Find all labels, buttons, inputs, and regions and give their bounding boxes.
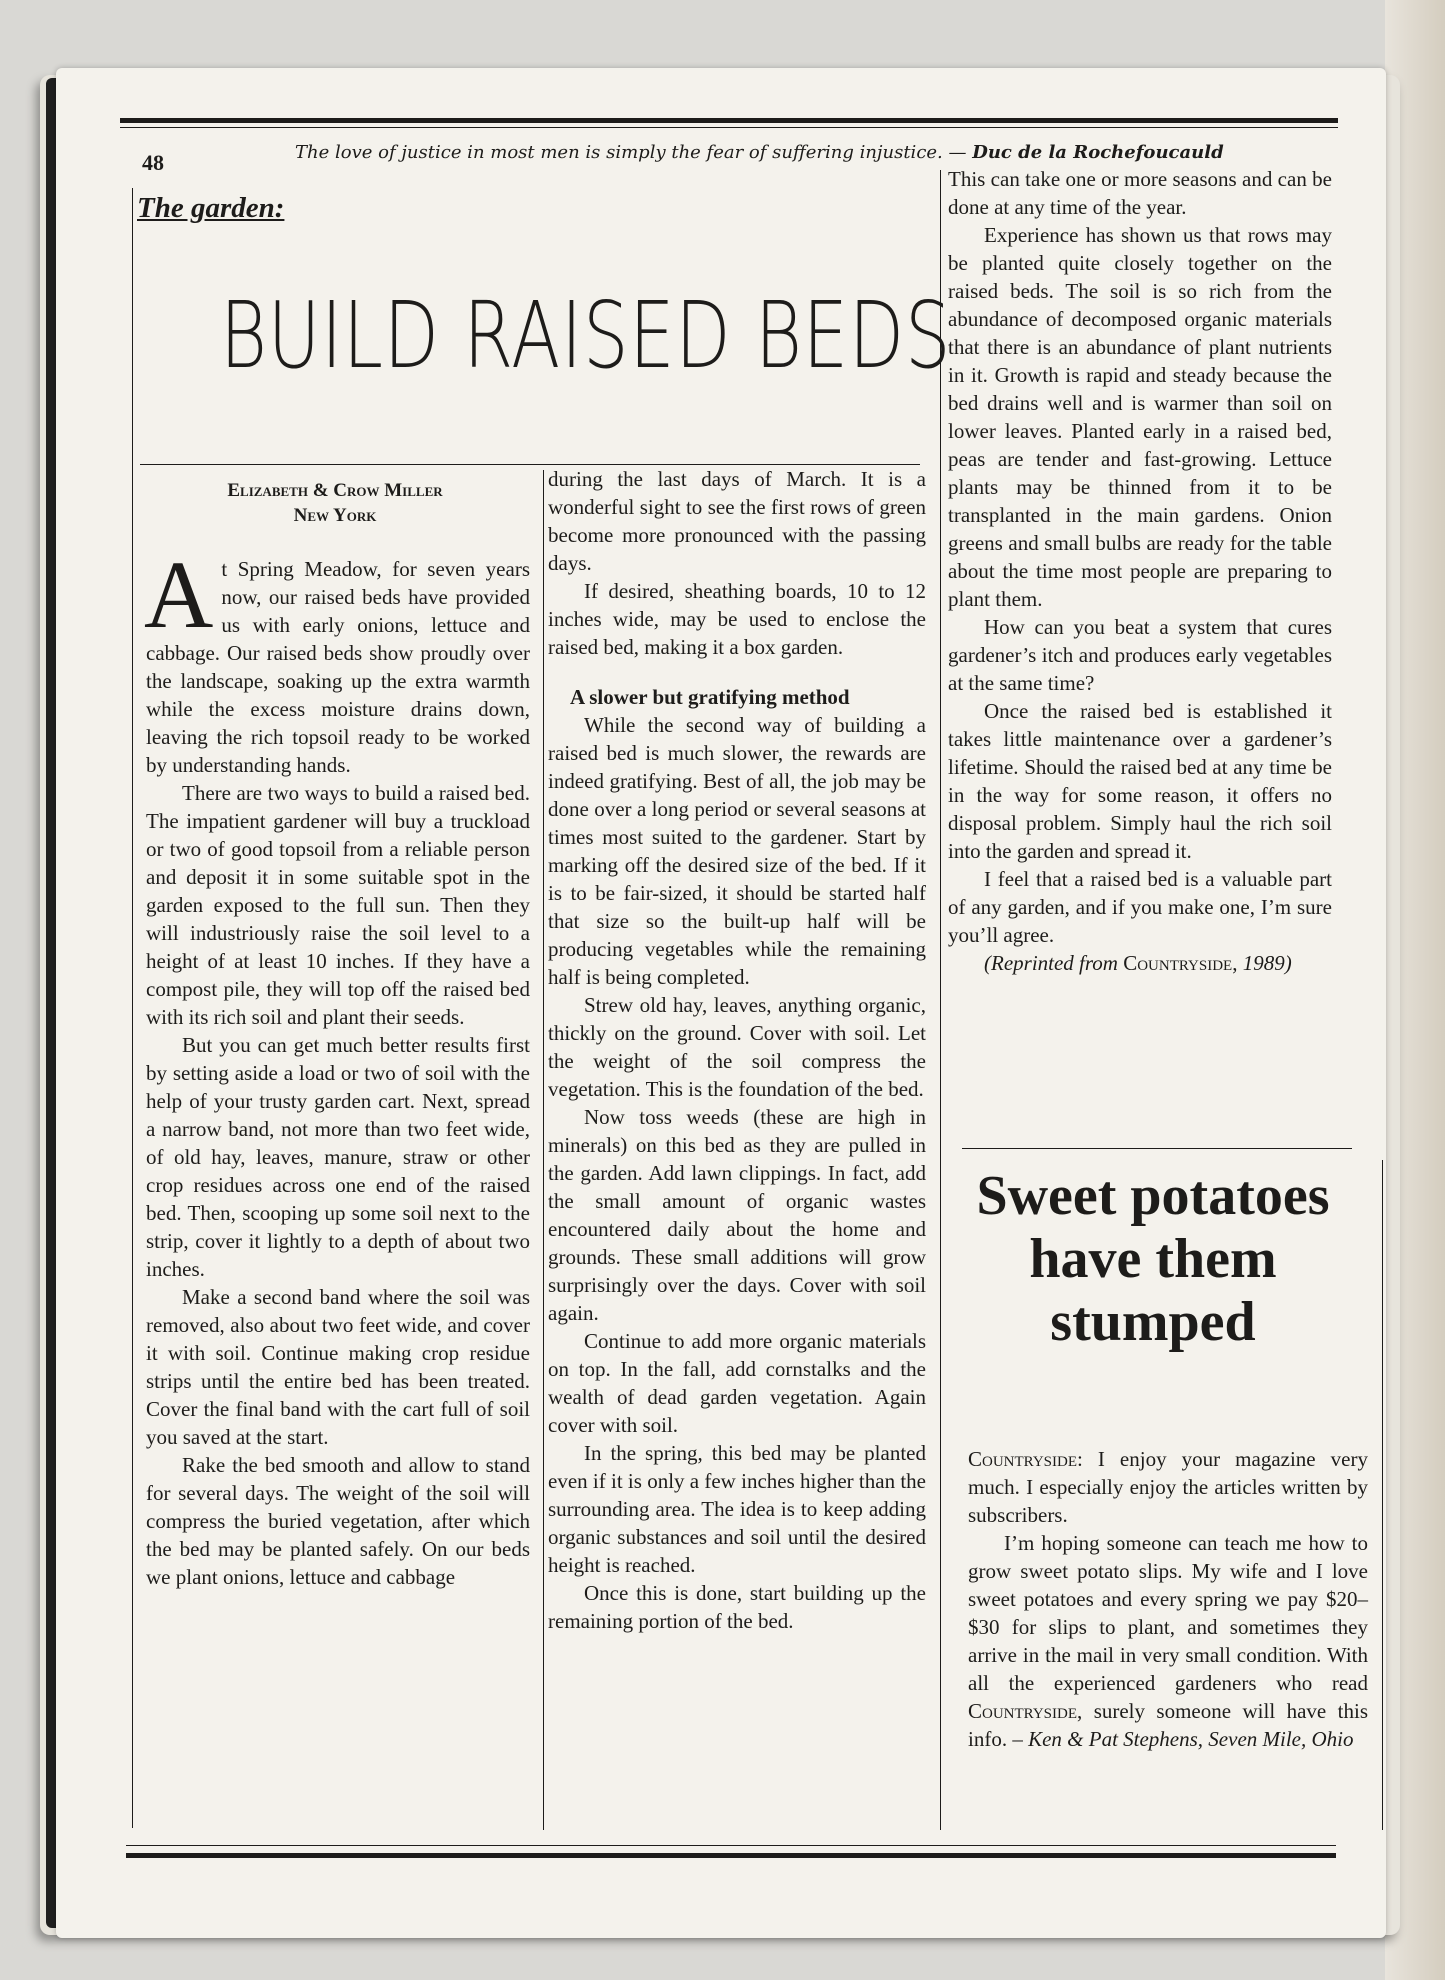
letter-salutation: Countryside: [968, 1447, 1083, 1471]
quote-text: The love of justice in most men is simply the fear of suffering injustice. — [295, 142, 967, 163]
left-border [132, 188, 133, 1828]
sidebar-letter [968, 1445, 1368, 1753]
subheading: A slower but gratifying method [570, 685, 850, 709]
paragraph: Strew old hay, leaves, anything organic, thickly on the ground. Cover with soil. Let the weight of the soil compress the vegetation. This is the foundation of the bed. [548, 993, 926, 1101]
paragraph: Now toss weeds (these are high in minerals) on this bed as they are pulled in the garden. Add lawn clippings. In fact, add the small amount of organic wastes encountered daily about the home and grounds. These small additions will grow surprisingly over the days. Cover with soil again. [548, 1105, 926, 1325]
paragraph: during the last days of March. It is a wonderful sight to see the first rows of green become more pronounced with the passing days. [548, 467, 926, 575]
footer-rule-thin [126, 1845, 1336, 1846]
article-column-3 [948, 165, 1332, 977]
paragraph: Experience has shown us that rows may be planted quite closely together on the raised beds. The soil is so rich from the abundance of decomposed organic materials that there is an abundance of plant nutrients in it. Growth is rapid and steady because the bed drains well and is warmer than soil on lower leaves. Planted early in a raised bed, peas are tender and fast-growing. Lettuce plants may be thinned from it to be transplanted in the main gardens. Onion greens and small bulbs are ready for the table about the time most people are preparing to plant them. [948, 223, 1332, 611]
column-divider-2 [940, 170, 941, 1830]
column-divider-1 [543, 470, 544, 1830]
paragraph: Once the raised bed is established it takes little maintenance over a gardener’s lifetime. Should the raised bed at any time be in the way for some reason, it offers no disposal problem. Simply haul the rich soil into the garden and spread it. [948, 699, 1332, 863]
paragraph: I’m hoping someone can teach me how to grow sweet potato slips. My wife and I love sweet potatoes and every spring we pay $20–$30 for slips to plant, and sometimes they arrive in the mail in very small condition. With all the experienced gardeners who read Countryside, surely someone will have this info. – Ken & Pat Stephens, Seven Mile, Ohio [968, 1531, 1368, 1751]
article-headline: BUILD RAISED BEDS [220, 282, 952, 389]
quote-author: Duc de la Rochefoucauld [972, 142, 1224, 163]
paragraph: I feel that a raised bed is a valuable part of any garden, and if you make one, I’m sure you’ll agree. [948, 867, 1332, 947]
sidebar-right-border [1382, 1160, 1383, 1830]
sidebar-title: Sweet potatoes have them stumped [976, 1165, 1330, 1353]
drop-cap: A [144, 541, 214, 648]
letter-signature: Ken & Pat Stephens, Seven Mile, Ohio [1028, 1727, 1354, 1751]
paragraph: Once this is done, start building up the remaining portion of the bed. [548, 1581, 926, 1633]
reprint-credit: (Reprinted from Countryside, 1989) [984, 951, 1292, 975]
paragraph: Continue to add more organic materials on top. In the fall, add cornstalks and the wealth of dead garden vegetation. Again cover with soil. [548, 1329, 926, 1437]
paragraph: At Spring Meadow, for seven years now, our raised beds have provided us with early onions, lettuce and cabbage. Our raised beds show proudly over the landscape, soaking up the extra warmth while the excess moisture drains down, leaving the rich topsoil ready to be worked by understanding hands. [144, 541, 530, 777]
paragraph: In the spring, this bed may be planted even if it is only a few inches higher than the surrounding area. The idea is to keep adding organic substances and soil until the desired height is reached. [548, 1441, 926, 1577]
footer-rule [126, 1853, 1336, 1858]
header-rule-thin [120, 127, 1338, 128]
paragraph: There are two ways to build a raised bed. The impatient gardener will buy a truckload or two of good topsoil from a reliable person and deposit it in some suitable spot in the garden exposed to the full sun. Then they will industriously raise the soil level to a height of at least 10 inches. If they have a compost pile, they will top off the raised bed with its rich soil and plant their seeds. [146, 781, 530, 1029]
header-quote [295, 142, 1295, 163]
byline-place: New York [293, 505, 377, 526]
article-column-1 [144, 541, 530, 1591]
page-number: 48 [142, 150, 164, 175]
article-column-2 [548, 465, 926, 1635]
paragraph: While the second way of building a raised bed is much slower, the rewards are indeed gratifying. Best of all, the job may be done over a long period or several seasons at times most suited to the gardener. Start by marking off the desired size of the bed. If it is to be fair-sized, it should be started half that size so the built-up half will be producing vegetables while the remaining half is being completed. [548, 713, 926, 989]
paragraph: Rake the bed smooth and allow to stand for several days. The weight of the soil will compress the buried vegetation, after which the bed may be planted safely. On our beds we plant onions, lettuce and cabbage [146, 1453, 530, 1589]
paragraph: Make a second band where the soil was removed, also about two feet wide, and cover it with soil. Continue making crop residue strips until the entire bed has been treated. Cover the final band with the cart full of soil you saved at the start. [146, 1285, 530, 1449]
paragraph: But you can get much better results first by setting aside a load or two of soil with the help of your trusty garden cart. Next, spread a narrow band, not more than two feet wide, of old hay, leaves, manure, straw or other crop residues across one end of the raised bed. Then, scooping up some soil next to the strip, cover it lightly to a depth of about two inches. [146, 1033, 530, 1281]
byline [170, 478, 500, 528]
sidebar-rule [962, 1148, 1352, 1149]
paragraph: This can take one or more seasons and can be done at any time of the year. [948, 167, 1332, 219]
section-label: The garden: [137, 192, 285, 224]
byline-name: Elizabeth & Crow Miller [227, 480, 443, 501]
header-rule [120, 118, 1338, 123]
paragraph: If desired, sheathing boards, 10 to 12 inches wide, may be used to enclose the raised bed, making it a box garden. [548, 579, 926, 659]
paragraph: How can you beat a system that cures gardener’s itch and produces early vegetables at the same time? [948, 615, 1332, 695]
paragraph: Countryside: I enjoy your magazine very much. I especially enjoy the articles written by subscribers. [968, 1447, 1368, 1527]
